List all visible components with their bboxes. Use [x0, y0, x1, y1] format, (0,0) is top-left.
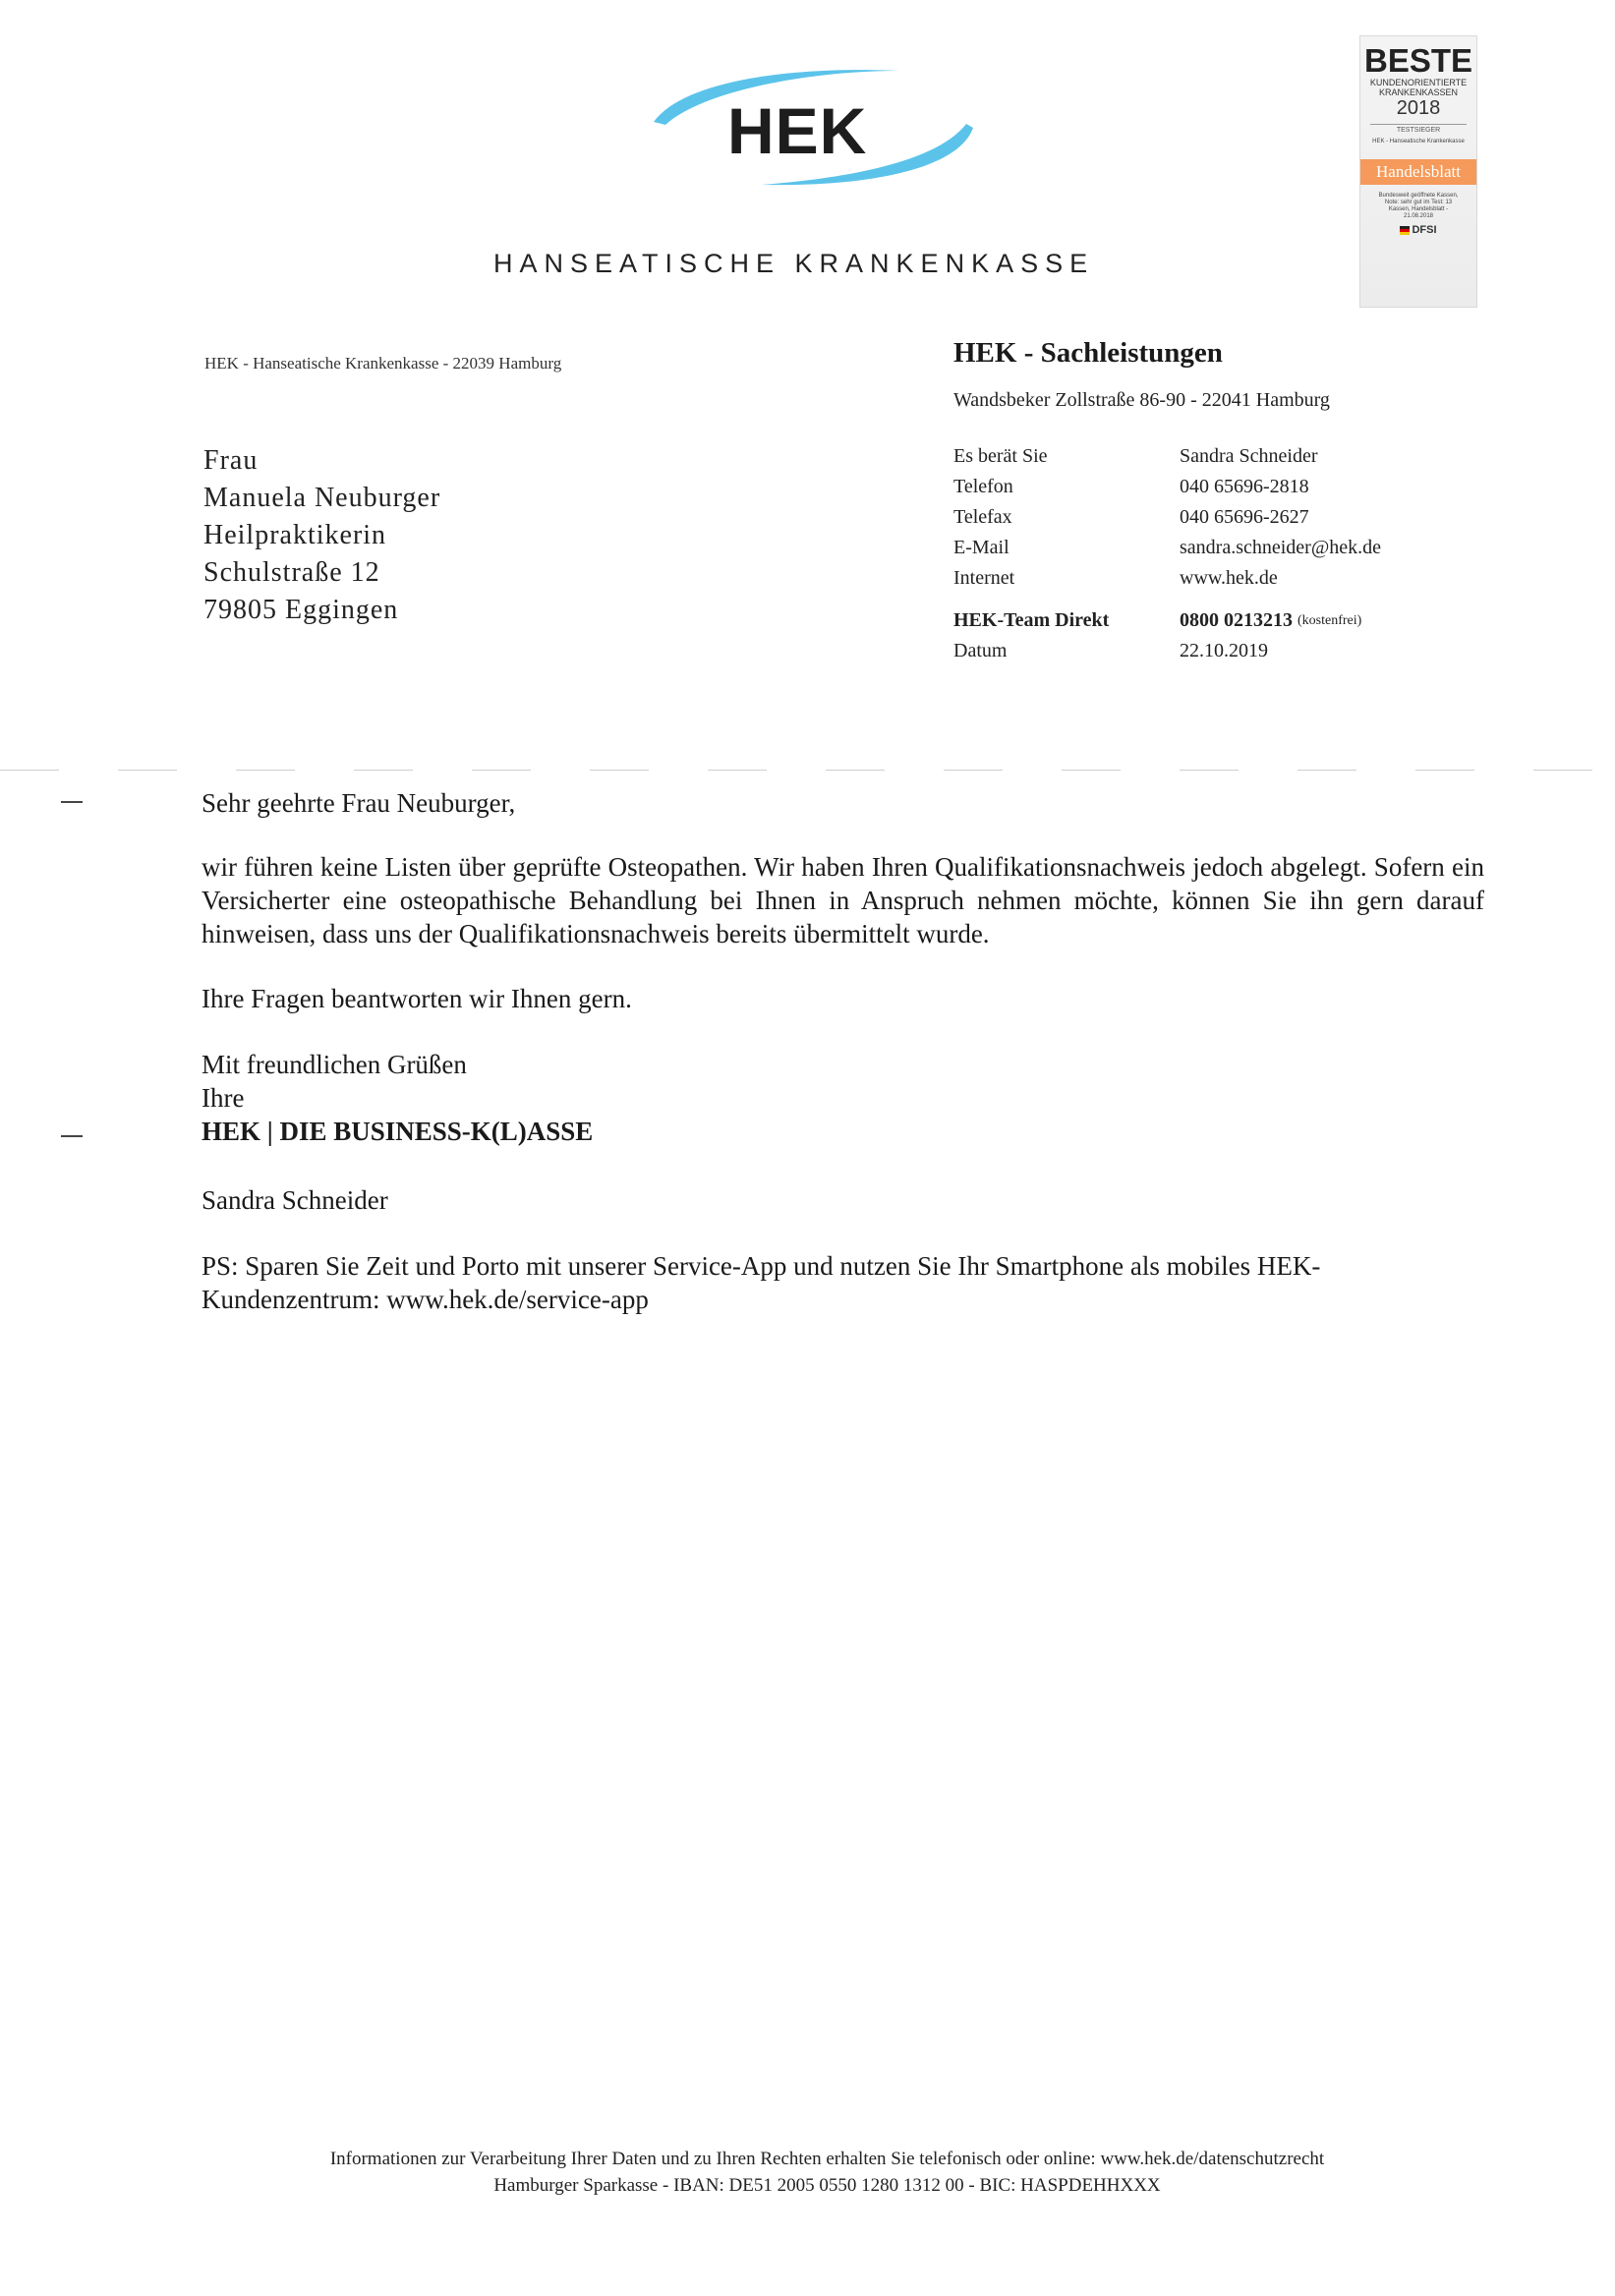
recipient-line: Schulstraße 12: [203, 557, 380, 588]
badge-publisher: Handelsblatt: [1360, 159, 1476, 185]
department-title: HEK - Sachleistungen: [953, 337, 1223, 369]
footer-privacy: Informationen zur Verarbeitung Ihrer Daten und zu Ihren Rechten erhalten Sie telefonisch oder online: www.hek.de/datenschutzrecht: [329, 2149, 1325, 2169]
date-value: 22.10.2019: [1180, 640, 1268, 661]
fold-line: [0, 770, 1615, 771]
date-row: [953, 636, 1381, 666]
badge-line3: KRANKENKASSEN: [1378, 87, 1459, 97]
contact-value: 040 65696-2818: [1180, 476, 1309, 497]
contact-value: Sandra Schneider: [1180, 445, 1318, 467]
closing: Mit freundlichen Grüßen: [202, 1050, 467, 1079]
footer-bank: Hamburger Sparkasse - IBAN: DE51 2005 0550 1280 1312 00 - BIC: HASPDEHHXXX: [493, 2175, 1161, 2196]
team-row: [953, 605, 1381, 636]
team-note: (kostenfrei): [1298, 613, 1362, 628]
contact-block: [953, 441, 1381, 666]
contact-label: Telefax: [953, 506, 1012, 528]
body-paragraph: wir führen keine Listen über geprüfte Osteopathen. Wir haben Ihren Qualifikationsnachweis jedoch abgelegt. Sofern ein Versicherter eine osteopathische Behandlung bei Ihnen in Anspruch nehmen möchte, können Sie ihn gern darauf hinweisen, dass uns der Qualifikationsnachweis bereits übermittelt wurde.: [202, 852, 1484, 948]
badge-line2: KUNDENORIENTIERTE: [1369, 78, 1468, 87]
team-phone: 0800 0213213: [1180, 609, 1293, 631]
department-address: Wandsbeker Zollstraße 86-90 - 22041 Hamburg: [953, 389, 1330, 411]
closing-pronoun: Ihre: [202, 1083, 245, 1113]
badge-institute: DFSI: [1412, 224, 1437, 236]
contact-row: [953, 563, 1381, 594]
contact-label: Internet: [953, 567, 1015, 589]
badge-year: 2018: [1396, 97, 1441, 119]
badge-label: TESTSIEGER: [1370, 124, 1467, 134]
signer-name: Sandra Schneider: [202, 1185, 388, 1215]
footer: [0, 2146, 1615, 2199]
fold-mark: [61, 1135, 83, 1137]
letter-body: [202, 786, 1484, 1316]
team-label: HEK-Team Direkt: [953, 609, 1110, 631]
recipient-line: Manuela Neuburger: [203, 483, 441, 513]
contact-row: [953, 441, 1381, 472]
badge-title: BESTE: [1363, 42, 1473, 79]
contact-row: [953, 502, 1381, 533]
recipient-line: 79805 Eggingen: [203, 595, 399, 625]
website-link[interactable]: www.hek.de: [1180, 567, 1278, 589]
return-address: HEK - Hanseatische Krankenkasse - 22039 Hamburg: [204, 354, 562, 373]
contact-value: 040 65696-2627: [1180, 506, 1309, 528]
recipient-address: [203, 442, 440, 629]
flag-icon: [1400, 226, 1410, 235]
badge-insurer: HEK - Hanseatische Krankenkasse: [1372, 139, 1465, 144]
contact-row: [953, 533, 1381, 563]
award-badge: [1359, 35, 1477, 308]
fold-mark: [61, 801, 83, 803]
contact-label: Es berät Sie: [953, 445, 1048, 467]
company-signature: HEK | DIE BUSINESS-K(L)ASSE: [202, 1117, 594, 1146]
salutation: Sehr geehrte Frau Neuburger,: [202, 788, 516, 818]
recipient-line: Heilpraktikerin: [203, 520, 387, 550]
contact-label: E-Mail: [953, 537, 1009, 558]
contact-row: [953, 472, 1381, 502]
body-paragraph: Ihre Fragen beantworten wir Ihnen gern.: [202, 984, 632, 1013]
contact-label: Telefon: [953, 476, 1013, 497]
recipient-line: Frau: [203, 445, 259, 476]
postscript: PS: Sparen Sie Zeit und Porto mit unserer Service-App und nutzen Sie Ihr Smartphone als mobiles HEK-Kundenzentrum: www.hek.de/service-app: [202, 1251, 1321, 1314]
logo-subtitle: HANSEATISCHE KRANKENKASSE: [493, 249, 1095, 278]
date-label: Datum: [953, 640, 1008, 661]
badge-note: Bundesweit geöffnete Kassen, Note: sehr gut im Test: 13 Kassen, Handelsblatt - 21.08.2018: [1378, 193, 1459, 219]
email-link[interactable]: sandra.schneider@hek.de: [1180, 537, 1381, 558]
hek-logo-text: HEK: [727, 94, 868, 167]
